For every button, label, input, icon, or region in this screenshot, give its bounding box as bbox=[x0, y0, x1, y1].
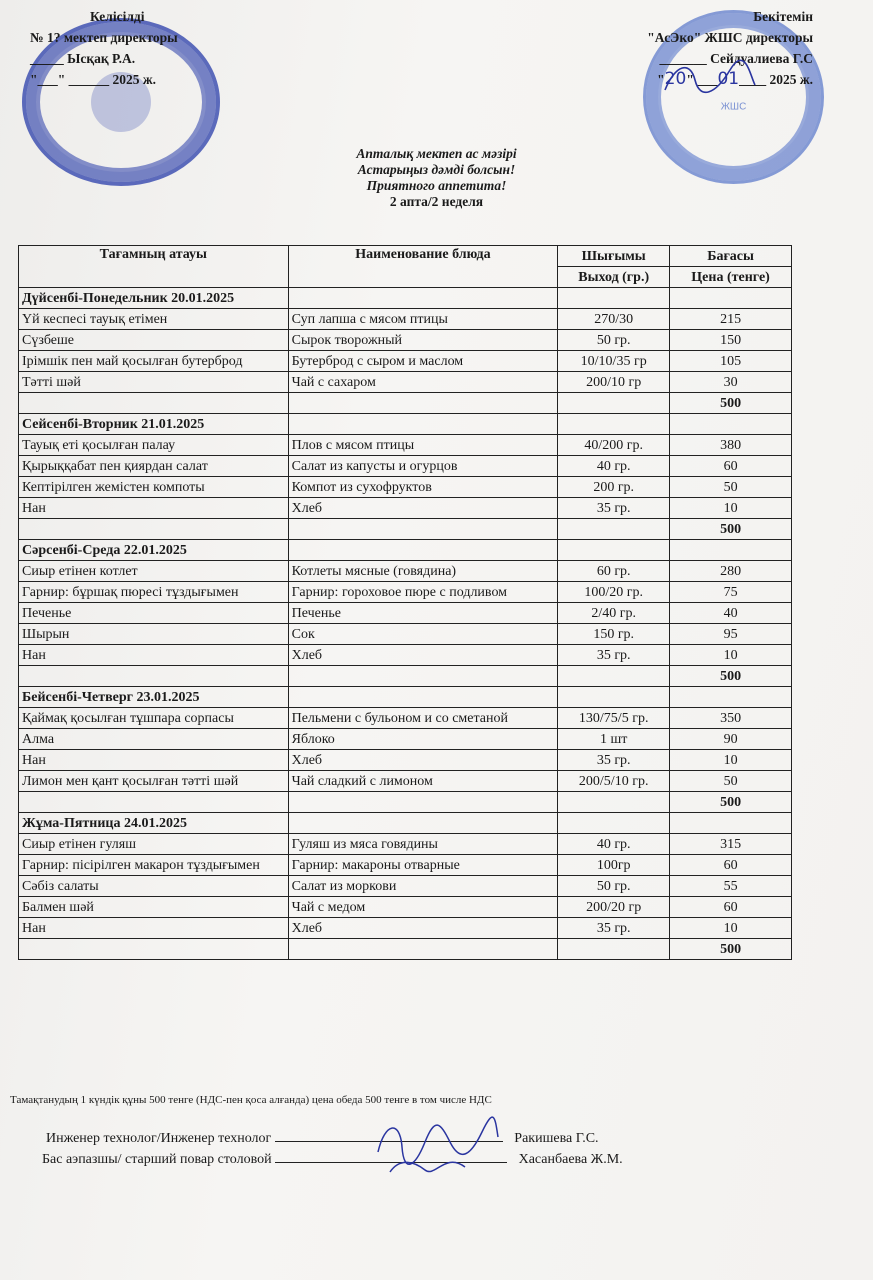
dish-name-ru: Яблоко bbox=[288, 729, 558, 750]
dish-name-ru: Чай с сахаром bbox=[288, 372, 558, 393]
portion-weight: 150 гр. bbox=[558, 624, 670, 645]
day-total-row bbox=[19, 792, 792, 813]
portion-weight: 1 шт bbox=[558, 729, 670, 750]
dish-name-kz: Сәбіз салаты bbox=[19, 876, 289, 897]
table-row bbox=[19, 603, 792, 624]
dish-name-kz: Сиыр етінен гуляш bbox=[19, 834, 289, 855]
day-total: 500 bbox=[670, 666, 792, 687]
table-row bbox=[19, 456, 792, 477]
dish-name-kz: Нан bbox=[19, 645, 289, 666]
dish-name-kz: Ірімшік пен май қосылған бутерброд bbox=[19, 351, 289, 372]
dish-name-kz: Сиыр етінен котлет bbox=[19, 561, 289, 582]
dish-name-ru: Хлеб bbox=[288, 498, 558, 519]
portion-weight: 270/30 bbox=[558, 309, 670, 330]
day-header-row bbox=[19, 288, 792, 309]
price: 10 bbox=[670, 918, 792, 939]
table-row bbox=[19, 330, 792, 351]
price: 380 bbox=[670, 435, 792, 456]
dish-name-kz: Нан bbox=[19, 750, 289, 771]
price: 75 bbox=[670, 582, 792, 603]
portion-weight: 60 гр. bbox=[558, 561, 670, 582]
day-total-row bbox=[19, 666, 792, 687]
day-label: Бейсенбі-Четверг 23.01.2025 bbox=[19, 687, 289, 708]
portion-weight: 200 гр. bbox=[558, 477, 670, 498]
price: 10 bbox=[670, 498, 792, 519]
day-total: 500 bbox=[670, 519, 792, 540]
portion-weight: 10/10/35 гр bbox=[558, 351, 670, 372]
director-signature bbox=[655, 55, 765, 105]
price: 105 bbox=[670, 351, 792, 372]
dish-name-ru: Сок bbox=[288, 624, 558, 645]
day-header-row bbox=[19, 414, 792, 435]
day-header-row bbox=[19, 813, 792, 834]
price: 50 bbox=[670, 771, 792, 792]
day-total: 500 bbox=[670, 792, 792, 813]
portion-weight: 200/20 гр bbox=[558, 897, 670, 918]
day-total-row bbox=[19, 519, 792, 540]
day-total-row bbox=[19, 939, 792, 960]
price: 60 bbox=[670, 855, 792, 876]
portion-weight: 100гр bbox=[558, 855, 670, 876]
table-row bbox=[19, 918, 792, 939]
portion-weight: 50 гр. bbox=[558, 876, 670, 897]
table-row bbox=[19, 309, 792, 330]
table-row bbox=[19, 477, 792, 498]
portion-weight: 35 гр. bbox=[558, 498, 670, 519]
portion-weight: 130/75/5 гр. bbox=[558, 708, 670, 729]
dish-name-kz: Алма bbox=[19, 729, 289, 750]
dish-name-kz: Нан bbox=[19, 918, 289, 939]
day-label: Жұма-Пятница 24.01.2025 bbox=[19, 813, 289, 834]
table-row bbox=[19, 624, 792, 645]
table-row bbox=[19, 351, 792, 372]
dish-name-ru: Суп лапша с мясом птицы bbox=[288, 309, 558, 330]
menu-title: Апталық мектеп ас мәзірі Астарыңыз дәмді болсын! Приятного аппетита! 2 апта/2 неделя bbox=[356, 146, 517, 209]
table-row bbox=[19, 855, 792, 876]
day-label: Сәрсенбі-Среда 22.01.2025 bbox=[19, 540, 289, 561]
price: 55 bbox=[670, 876, 792, 897]
dish-name-kz: Балмен шәй bbox=[19, 897, 289, 918]
table-row bbox=[19, 435, 792, 456]
portion-weight: 200/5/10 гр. bbox=[558, 771, 670, 792]
menu-table: Тағамның атауы Наименование блюда Шығымы Бағасы Выход (гр.) Цена (тенге) Дүйсенбі-Понедельник 20.01.2025 Үй кеспесі тауық етімен Суп лапша с мясом птицы 270/30 215 Сүзбеше Сырок творожный 50 гр. 150 Ірімшік пен май қосылған бутерброд Бутерброд с сыром и маслом 10/10/35 гр 105 Тәтті шәй Чай с сахаром 200/10 гр 30 500 Сейсенбі-Вторник 21.01.2025 Тауық еті қосылған палау Плов с мясом птицы 40/200 гр. 380 Қырыққабат пен қиярдан салат Салат из капусты и огурцов 40 гр. 60 Кептірілген жемістен компоты Компот из сухофруктов 200 гр. 50 Нан Хлеб 35 гр. 10 500 Сәрсенбі-Среда 22.01.2025 Сиыр етінен котлет Котлеты мясные (говядина) 60 гр. 280 Гарнир: бұршақ пюресі тұздығымен Гарнир: гороховое пюре с подливом 100/20 гр. 75 Печенье Печенье 2/40 гр. 40 Шырын Сок 150 гр. 95 Нан Хлеб 35 гр. 10 500 Бейсенбі-Четверг 23.01.2025 Қаймақ қосылған тұшпара сорпасы Пельмени с бульоном и со сметаной 130/75/5 гр. 350 Алма Яблоко 1 шт 90 Нан Хлеб 35 гр. 10 Лимон мен қант қосылған тәтті шәй Чай сладкий с лимоном 200/5/10 гр. 50 500 Жұма-Пятница 24.01.2025 Сиыр етінен гуляш Гуляш из мяса говядины 40 гр. 315 Гарнир: пісірілген макарон тұздығымен Гарнир: макароны отварные 100гр 60 Сәбіз салаты Салат из моркови 50 гр. 55 Балмен шәй Чай с медом 200/20 гр 60 Нан Хлеб 35 гр. 10 500 bbox=[18, 245, 792, 960]
table-row bbox=[19, 876, 792, 897]
price: 10 bbox=[670, 750, 792, 771]
technologist-signature bbox=[370, 1112, 510, 1182]
table-row bbox=[19, 729, 792, 750]
portion-weight: 40 гр. bbox=[558, 456, 670, 477]
dish-name-kz: Печенье bbox=[19, 603, 289, 624]
dish-name-ru: Салат из капусты и огурцов bbox=[288, 456, 558, 477]
dish-name-ru: Гарнир: макароны отварные bbox=[288, 855, 558, 876]
dish-name-kz: Нан bbox=[19, 498, 289, 519]
dish-name-kz: Кептірілген жемістен компоты bbox=[19, 477, 289, 498]
signature-row-technologist: Инженер технолог/Инженер технолог Ракишева Г.С. bbox=[46, 1131, 599, 1146]
signature-row-cook: Бас аэпазшы/ старший повар столовой Хасанбаева Ж.М. bbox=[42, 1152, 623, 1167]
dish-name-ru: Хлеб bbox=[288, 918, 558, 939]
price: 60 bbox=[670, 897, 792, 918]
dish-name-kz: Гарнир: пісірілген макарон тұздығымен bbox=[19, 855, 289, 876]
dish-name-kz: Үй кеспесі тауық етімен bbox=[19, 309, 289, 330]
portion-weight: 35 гр. bbox=[558, 750, 670, 771]
day-label: Дүйсенбі-Понедельник 20.01.2025 bbox=[19, 288, 289, 309]
day-total-row bbox=[19, 393, 792, 414]
price-note: Тамақтанудың 1 күндік құны 500 тенге (НДС-пен қоса алғанда) цена обеда 500 тенге в том числе НДС bbox=[10, 1094, 492, 1106]
dish-name-ru: Чай с медом bbox=[288, 897, 558, 918]
dish-name-ru: Котлеты мясные (говядина) bbox=[288, 561, 558, 582]
approval-block-left: Келісілді № 1? мектеп директоры _____ Ысқақ Р.А. "___" ______ 2025 ж. bbox=[30, 9, 178, 87]
dish-name-ru: Хлеб bbox=[288, 645, 558, 666]
portion-weight: 200/10 гр bbox=[558, 372, 670, 393]
portion-weight: 40 гр. bbox=[558, 834, 670, 855]
dish-name-kz: Қырыққабат пен қиярдан салат bbox=[19, 456, 289, 477]
dish-name-ru: Чай сладкий с лимоном bbox=[288, 771, 558, 792]
dish-name-kz: Шырын bbox=[19, 624, 289, 645]
day-header-row bbox=[19, 540, 792, 561]
dish-name-kz: Гарнир: бұршақ пюресі тұздығымен bbox=[19, 582, 289, 603]
dish-name-ru: Бутерброд с сыром и маслом bbox=[288, 351, 558, 372]
dish-name-ru: Пельмени с бульоном и со сметаной bbox=[288, 708, 558, 729]
table-row bbox=[19, 834, 792, 855]
portion-weight: 2/40 гр. bbox=[558, 603, 670, 624]
portion-weight: 35 гр. bbox=[558, 918, 670, 939]
dish-name-ru: Хлеб bbox=[288, 750, 558, 771]
price: 215 bbox=[670, 309, 792, 330]
table-row bbox=[19, 561, 792, 582]
table-row bbox=[19, 372, 792, 393]
table-row bbox=[19, 708, 792, 729]
company-stamp-right: ЖШС bbox=[643, 10, 824, 184]
dish-name-ru: Салат из моркови bbox=[288, 876, 558, 897]
dish-name-ru: Плов с мясом птицы bbox=[288, 435, 558, 456]
dish-name-ru: Гуляш из мяса говядины bbox=[288, 834, 558, 855]
price: 350 bbox=[670, 708, 792, 729]
portion-weight: 40/200 гр. bbox=[558, 435, 670, 456]
day-total: 500 bbox=[670, 939, 792, 960]
price: 30 bbox=[670, 372, 792, 393]
dish-name-kz: Тауық еті қосылған палау bbox=[19, 435, 289, 456]
price: 60 bbox=[670, 456, 792, 477]
portion-weight: 50 гр. bbox=[558, 330, 670, 351]
approval-block-right: Бекітемін "АсЭко" ЖШС директоры _______ Сейдуалиева Г.С "20" ___01____ 2025 ж. bbox=[647, 9, 813, 89]
price: 50 bbox=[670, 477, 792, 498]
price: 280 bbox=[670, 561, 792, 582]
day-label: Сейсенбі-Вторник 21.01.2025 bbox=[19, 414, 289, 435]
portion-weight: 35 гр. bbox=[558, 645, 670, 666]
price: 315 bbox=[670, 834, 792, 855]
dish-name-ru: Гарнир: гороховое пюре с подливом bbox=[288, 582, 558, 603]
dish-name-kz: Тәтті шәй bbox=[19, 372, 289, 393]
portion-weight: 100/20 гр. bbox=[558, 582, 670, 603]
table-row bbox=[19, 645, 792, 666]
table-row bbox=[19, 498, 792, 519]
table-row bbox=[19, 897, 792, 918]
table-header-row: Тағамның атауы Наименование блюда Шығымы Бағасы bbox=[19, 246, 792, 267]
table-row bbox=[19, 771, 792, 792]
dish-name-ru: Компот из сухофруктов bbox=[288, 477, 558, 498]
price: 95 bbox=[670, 624, 792, 645]
price: 10 bbox=[670, 645, 792, 666]
dish-name-ru: Печенье bbox=[288, 603, 558, 624]
price: 150 bbox=[670, 330, 792, 351]
dish-name-kz: Сүзбеше bbox=[19, 330, 289, 351]
dish-name-ru: Сырок творожный bbox=[288, 330, 558, 351]
day-total: 500 bbox=[670, 393, 792, 414]
price: 90 bbox=[670, 729, 792, 750]
table-row bbox=[19, 582, 792, 603]
table-row bbox=[19, 750, 792, 771]
price: 40 bbox=[670, 603, 792, 624]
dish-name-kz: Қаймақ қосылған тұшпара сорпасы bbox=[19, 708, 289, 729]
day-header-row bbox=[19, 687, 792, 708]
dish-name-kz: Лимон мен қант қосылған тәтті шәй bbox=[19, 771, 289, 792]
